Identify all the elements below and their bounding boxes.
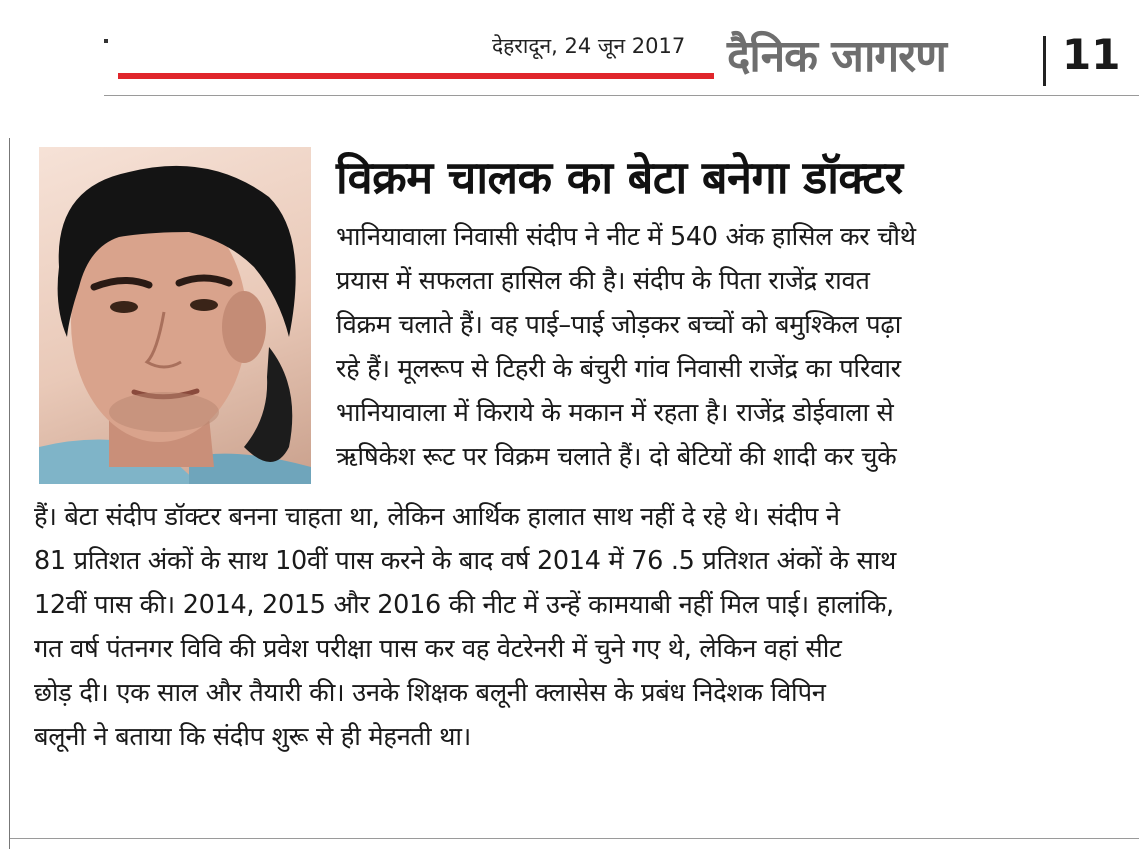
article-line-5: भानियावाला में किराये के मकान में रहता है। राजेंद्र डोईवाला से xyxy=(336,398,894,428)
article-line-7: हैं। बेटा संदीप डॉक्टर बनना चाहता था, लेकिन आर्थिक हालात साथ नहीं दे रहे थे। संदीप ने xyxy=(34,502,840,532)
article-line-11: छोड़ दी। एक साल और तैयारी की। उनके शिक्षक बलूनी क्लासेस के प्रबंध निदेशक विपिन xyxy=(34,678,826,708)
column-rule xyxy=(9,138,10,849)
article-line-1: भानियावाला निवासी संदीप ने नीट में 540 अंक हासिल कर चौथे xyxy=(336,222,916,252)
header-rule xyxy=(104,95,1139,96)
article-line-6: ऋषिकेश रूट पर विक्रम चलाते हैं। दो बेटियों की शादी कर चुके xyxy=(336,442,897,472)
footer-rule xyxy=(10,838,1139,839)
newspaper-name: दैनिक जागरण xyxy=(727,31,946,82)
article-line-3: विक्रम चलाते हैं। वह पाई–पाई जोड़कर बच्चों को बमुश्किल पढ़ा xyxy=(336,310,901,340)
article-line-8: 81 प्रतिशत अंकों के साथ 10वीं पास करने के बाद वर्ष 2014 में 76 .5 प्रतिशत अंकों के साथ xyxy=(34,546,897,576)
article-line-12: बलूनी ने बताया कि संदीप शुरू से ही मेहनती था। xyxy=(34,722,472,752)
masthead-red-rule xyxy=(118,73,714,79)
article-line-4: रहे हैं। मूलरूप से टिहरी के बंचुरी गांव निवासी राजेंद्र का परिवार xyxy=(336,354,901,384)
issue-date: देहरादून, 24 जून 2017 xyxy=(492,34,686,58)
article-headline: विक्रम चालक का बेटा बनेगा डॉक्टर xyxy=(336,151,903,204)
article-line-9: 12वीं पास की। 2014, 2015 और 2016 की नीट में उन्हें कामयाबी नहीं मिल पाई। हालांकि, xyxy=(34,590,894,620)
article-line-2: प्रयास में सफलता हासिल की है। संदीप के पिता राजेंद्र रावत xyxy=(336,266,870,296)
article-line-10: गत वर्ष पंतनगर विवि की प्रवेश परीक्षा पास कर वह वेटरेनरी में चुने गए थे, लेकिन वहां सीट xyxy=(34,634,842,664)
page-number: 11 xyxy=(1062,30,1121,79)
article-photo xyxy=(39,147,311,484)
bullet-dot xyxy=(104,39,108,43)
masthead-divider xyxy=(1043,36,1046,86)
